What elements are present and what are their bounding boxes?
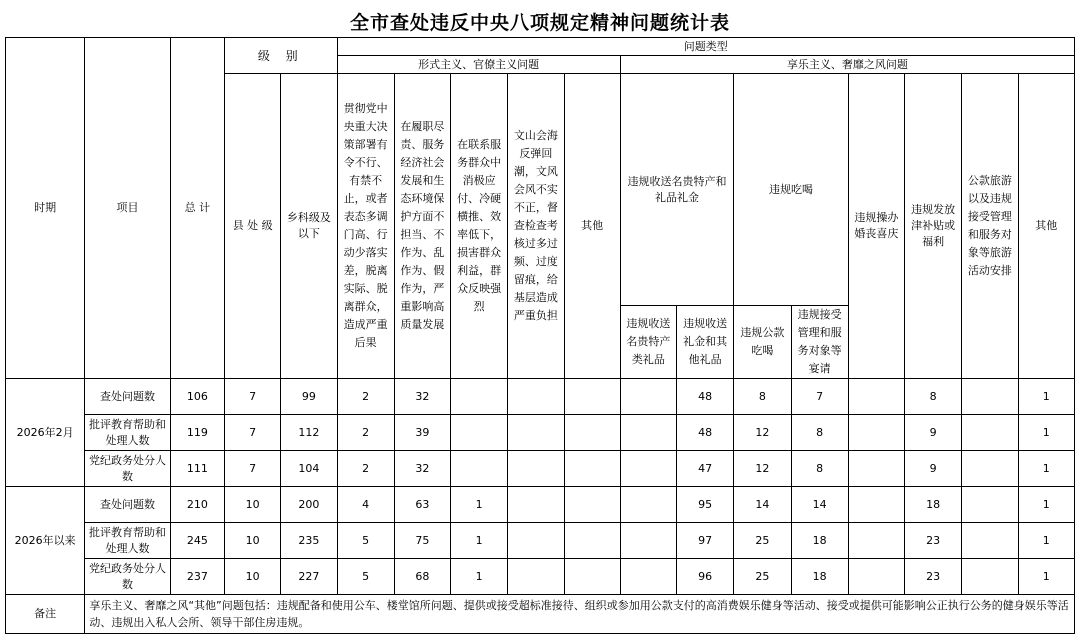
value-cell-subsidy: 23 — [905, 523, 962, 559]
header-formalism-3: 在联系服务群众中消极应付、冷硬横推、效率低下，损害群众利益，群众反映强烈 — [451, 74, 508, 379]
value-cell-township: 235 — [281, 523, 337, 559]
table-row — [6, 451, 1075, 487]
value-cell-formalism-3 — [451, 415, 508, 451]
value-cell-formalism-3: 1 — [451, 523, 508, 559]
value-cell-travel — [962, 559, 1018, 595]
header-total: 总 计 — [170, 38, 224, 379]
header-problem-type: 问题类型 — [337, 38, 1074, 56]
value-cell-formalism-other — [564, 451, 620, 487]
value-cell-formalism-2: 39 — [394, 415, 450, 451]
table-row — [6, 559, 1075, 595]
header-gift-specialty: 违规收送名贵特产类礼品 — [620, 306, 676, 379]
value-cell-hedonism-other: 1 — [1018, 379, 1074, 415]
value-cell-formalism-2: 75 — [394, 523, 450, 559]
value-cell-formalism-1: 2 — [337, 451, 394, 487]
value-cell-formalism-3: 1 — [451, 487, 508, 523]
value-cell-gift-cash: 95 — [677, 487, 734, 523]
table-row — [6, 523, 1075, 559]
value-cell-subsidy: 8 — [905, 379, 962, 415]
value-cell-gift-cash: 48 — [677, 379, 734, 415]
value-cell-total: 237 — [170, 559, 224, 595]
item-cell: 查处问题数 — [85, 487, 170, 523]
value-cell-hedonism-other: 1 — [1018, 451, 1074, 487]
value-cell-county: 7 — [225, 415, 281, 451]
value-cell-hedonism-other: 1 — [1018, 487, 1074, 523]
value-cell-total: 106 — [170, 379, 224, 415]
table-row — [6, 379, 1075, 415]
period-cell: 2026年2月 — [6, 379, 85, 487]
header-item: 项目 — [85, 38, 170, 379]
header-subsidy: 违规发放津补贴或福利 — [905, 74, 962, 379]
value-cell-formalism-1: 5 — [337, 559, 394, 595]
value-cell-formalism-1: 2 — [337, 415, 394, 451]
value-cell-formalism-2: 32 — [394, 451, 450, 487]
value-cell-eating-banquet: 18 — [791, 523, 848, 559]
value-cell-wedding — [848, 487, 904, 523]
header-eating-public: 违规公款吃喝 — [734, 306, 791, 379]
value-cell-eating-banquet: 8 — [791, 415, 848, 451]
table-row — [6, 487, 1075, 523]
item-cell: 党纪政务处分人数 — [85, 451, 170, 487]
header-formalism-1: 贯彻党中央重大决策部署有令不行、有禁不止，或者表态多调门高、行动少落实差，脱离实际、脱离群众，造成严重后果 — [337, 74, 394, 379]
value-cell-eating-banquet: 18 — [791, 559, 848, 595]
value-cell-wedding — [848, 523, 904, 559]
value-cell-eating-public: 12 — [734, 415, 791, 451]
value-cell-county: 7 — [225, 379, 281, 415]
value-cell-formalism-4 — [508, 523, 564, 559]
value-cell-travel — [962, 451, 1018, 487]
value-cell-formalism-other — [564, 379, 620, 415]
value-cell-formalism-3 — [451, 451, 508, 487]
note-text: 享乐主义、奢靡之风“其他”问题包括：违规配备和使用公车、楼堂馆所问题、提供或接受超标准接待、组织或参加用公款支付的高消费娱乐健身等活动、接受或提供可能影响公正执行公务的健身娱乐等活动、违规出入私人会所、领导干部住房违规。 — [85, 595, 1075, 634]
value-cell-formalism-1: 4 — [337, 487, 394, 523]
value-cell-total: 119 — [170, 415, 224, 451]
value-cell-formalism-3: 1 — [451, 559, 508, 595]
value-cell-travel — [962, 523, 1018, 559]
header-period: 时期 — [6, 38, 85, 379]
header-formalism-4: 文山会海反弹回潮，文风会风不实不正，督查检查考核过多过频、过度留痕，给基层造成严重负担 — [508, 74, 564, 379]
value-cell-gift-cash: 48 — [677, 415, 734, 451]
value-cell-formalism-3 — [451, 379, 508, 415]
value-cell-township: 112 — [281, 415, 337, 451]
value-cell-formalism-2: 32 — [394, 379, 450, 415]
value-cell-eating-public: 25 — [734, 559, 791, 595]
value-cell-gift-specialty — [620, 415, 676, 451]
item-cell: 批评教育帮助和处理人数 — [85, 523, 170, 559]
item-cell: 党纪政务处分人数 — [85, 559, 170, 595]
value-cell-county: 7 — [225, 451, 281, 487]
value-cell-eating-banquet: 7 — [791, 379, 848, 415]
value-cell-formalism-4 — [508, 415, 564, 451]
value-cell-formalism-4 — [508, 487, 564, 523]
value-cell-formalism-2: 63 — [394, 487, 450, 523]
header-level: 级 别 — [225, 38, 338, 74]
value-cell-eating-public: 12 — [734, 451, 791, 487]
header-eating-banquet: 违规接受管理和服务对象等宴请 — [791, 306, 848, 379]
header-gift-group: 违规收送名贵特产和礼品礼金 — [620, 74, 734, 306]
value-cell-gift-specialty — [620, 559, 676, 595]
value-cell-gift-specialty — [620, 487, 676, 523]
value-cell-formalism-4 — [508, 559, 564, 595]
header-formalism-2: 在履职尽责、服务经济社会发展和生态环境保护方面不担当、不作为、乱作为、假作为，严重影响高质量发展 — [394, 74, 450, 379]
value-cell-formalism-other — [564, 487, 620, 523]
value-cell-eating-public: 14 — [734, 487, 791, 523]
value-cell-eating-public: 25 — [734, 523, 791, 559]
header-township-level: 乡科级及以下 — [281, 74, 337, 379]
value-cell-hedonism-other: 1 — [1018, 415, 1074, 451]
value-cell-wedding — [848, 559, 904, 595]
note-label: 备注 — [6, 595, 85, 634]
value-cell-formalism-4 — [508, 379, 564, 415]
value-cell-county: 10 — [225, 487, 281, 523]
value-cell-gift-specialty — [620, 523, 676, 559]
header-formalism-group: 形式主义、官僚主义问题 — [337, 56, 620, 74]
value-cell-subsidy: 9 — [905, 415, 962, 451]
value-cell-travel — [962, 379, 1018, 415]
value-cell-gift-cash: 47 — [677, 451, 734, 487]
header-formalism-other: 其他 — [564, 74, 620, 379]
value-cell-gift-specialty — [620, 379, 676, 415]
value-cell-gift-specialty — [620, 451, 676, 487]
statistics-table — [5, 37, 1075, 634]
value-cell-travel — [962, 487, 1018, 523]
value-cell-eating-public: 8 — [734, 379, 791, 415]
item-cell: 批评教育帮助和处理人数 — [85, 415, 170, 451]
value-cell-formalism-1: 5 — [337, 523, 394, 559]
value-cell-wedding — [848, 451, 904, 487]
value-cell-county: 10 — [225, 559, 281, 595]
value-cell-gift-cash: 96 — [677, 559, 734, 595]
value-cell-eating-banquet: 14 — [791, 487, 848, 523]
value-cell-township: 104 — [281, 451, 337, 487]
value-cell-formalism-4 — [508, 451, 564, 487]
value-cell-wedding — [848, 415, 904, 451]
value-cell-formalism-other — [564, 523, 620, 559]
header-hedonism-group: 享乐主义、奢靡之风问题 — [620, 56, 1074, 74]
table-row — [6, 415, 1075, 451]
value-cell-subsidy: 18 — [905, 487, 962, 523]
period-cell: 2026年以来 — [6, 487, 85, 595]
value-cell-total: 210 — [170, 487, 224, 523]
value-cell-formalism-other — [564, 559, 620, 595]
value-cell-subsidy: 23 — [905, 559, 962, 595]
value-cell-total: 111 — [170, 451, 224, 487]
value-cell-travel — [962, 415, 1018, 451]
value-cell-township: 227 — [281, 559, 337, 595]
value-cell-wedding — [848, 379, 904, 415]
header-county-level: 县 处 级 — [225, 74, 281, 379]
value-cell-county: 10 — [225, 523, 281, 559]
header-eating-group: 违规吃喝 — [734, 74, 849, 306]
table-title: 全市查处违反中央八项规定精神问题统计表 — [349, 12, 730, 34]
value-cell-gift-cash: 97 — [677, 523, 734, 559]
value-cell-subsidy: 9 — [905, 451, 962, 487]
value-cell-eating-banquet: 8 — [791, 451, 848, 487]
item-cell: 查处问题数 — [85, 379, 170, 415]
header-travel: 公款旅游以及违规接受管理和服务对象等旅游活动安排 — [962, 74, 1018, 379]
header-hedonism-other: 其他 — [1018, 74, 1074, 379]
value-cell-township: 200 — [281, 487, 337, 523]
value-cell-total: 245 — [170, 523, 224, 559]
header-gift-cash: 违规收送礼金和其他礼品 — [677, 306, 734, 379]
value-cell-formalism-1: 2 — [337, 379, 394, 415]
value-cell-hedonism-other: 1 — [1018, 559, 1074, 595]
value-cell-formalism-2: 68 — [394, 559, 450, 595]
value-cell-hedonism-other: 1 — [1018, 523, 1074, 559]
value-cell-township: 99 — [281, 379, 337, 415]
value-cell-formalism-other — [564, 415, 620, 451]
note-row — [6, 595, 1075, 634]
header-wedding: 违规操办婚丧喜庆 — [848, 74, 904, 379]
